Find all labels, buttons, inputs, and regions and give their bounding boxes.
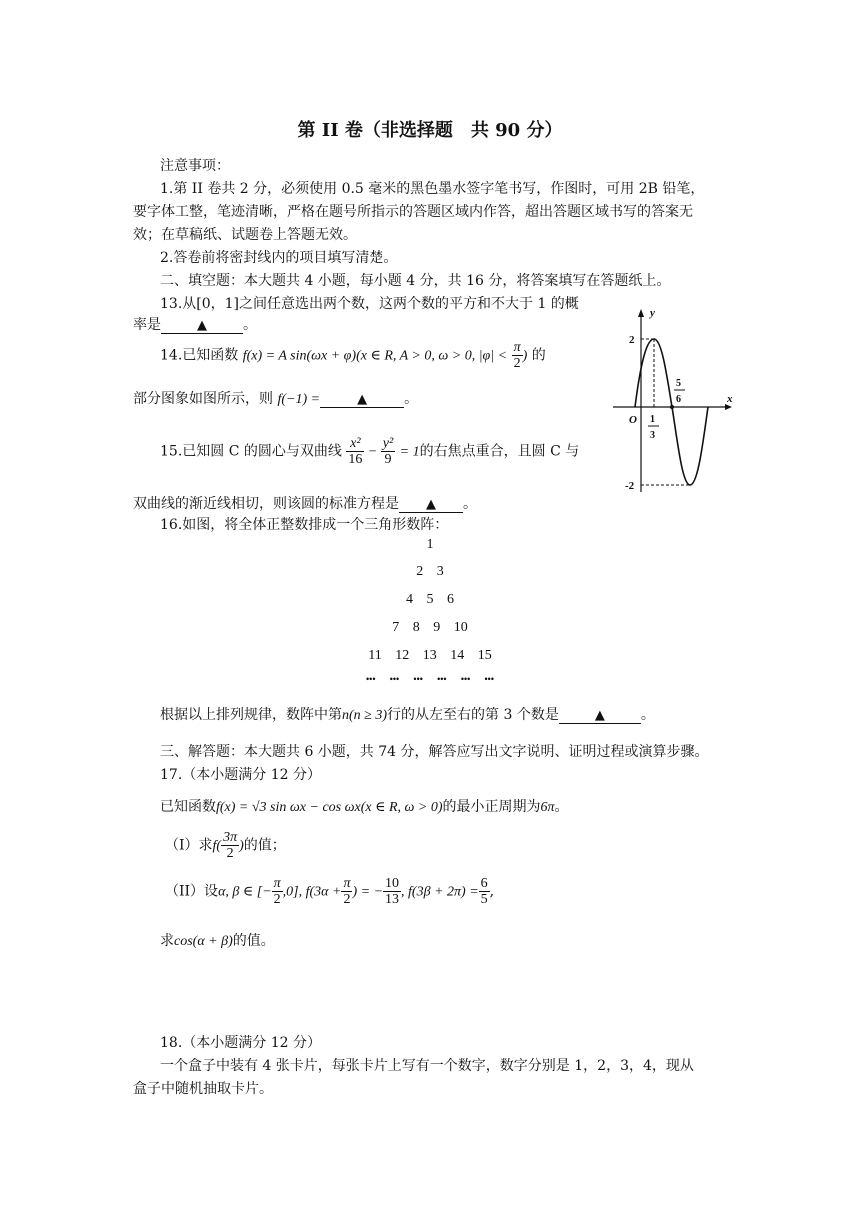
notes-item1-line1: 1.第 II 卷共 2 分，必须使用 0.5 毫米的黑色墨水签字笔书写，作图时，可用 2B 铅笔， — [160, 181, 705, 197]
q17-stem: 已知函数f(x) = √3 sin ωx − cos ωx(x ∈ R, ω > 0)的最小正周期为6π。 — [160, 799, 569, 815]
x-axis-label: x — [727, 393, 733, 405]
q17-part3: 求cos(α + β)的值。 — [160, 933, 275, 949]
q18-line1: 一个盒子中装有 4 张卡片，每张卡片上写有一个数字，数字分别是 1，2，3，4，现从 — [160, 1058, 694, 1074]
notes-item2: 2.答卷前将密封线内的项目填写清楚。 — [160, 250, 398, 266]
y-max-label: 2 — [629, 334, 635, 346]
page-title: 第 II 卷（非选择题 共 90 分） — [297, 120, 563, 141]
q16-answer-blank[interactable]: ▲ — [559, 708, 641, 724]
triangle-row-2: 2 3 — [416, 564, 444, 579]
q14-line2: 部分图象如图所示，则 f(−1) = ▲ 。 — [133, 391, 419, 407]
q18-line2: 盒子中随机抽取卡片。 — [133, 1081, 273, 1097]
q17-part1: （I）求f( $\frac{3\pi}{2}$ )的值； — [165, 830, 286, 861]
q15-answer-blank[interactable]: ▲ — [399, 497, 463, 513]
q15-y2-over-9: $\frac{\text{y²}}{9}$ — [382, 436, 394, 467]
q15-x2-over-16: $\frac{\text{x²}}{16}$ — [348, 436, 363, 467]
x2-num-label: 5 — [676, 378, 681, 389]
q14-line1: 14.已知函数 f(x) = A sin(ωx + φ)(x ∈ R, A > 0, ω > 0, |φ| < $\frac{\pi}{2}$ ) 的 — [160, 340, 546, 371]
q17-part2: （II）设α, β ∈ [− $\frac{\pi}{2}$ ,0], f(3α + $\frac{\pi}{2}$ ) = − $\frac{10}{13}$ , f(3β + 2π) = $\frac{6}{5}$ , — [165, 876, 495, 907]
sine-curve — [635, 339, 708, 485]
q14-pi-over-2: $\frac{\pi}{2}$ — [513, 340, 521, 371]
q13-prefix: 率是 — [133, 317, 161, 333]
triangle-row-ellipsis: ••• ••• ••• ••• ••• ••• — [366, 674, 494, 684]
q18-title: 18.（本小题满分 12 分） — [160, 1035, 321, 1051]
q15-line1: 15.已知圆 C 的圆心与双曲线 $\frac{\text{x²}}{16}$ − $\frac{\text{y²}}{9}$ = 1的右焦点重合，且圆 C 与 — [160, 436, 580, 467]
sine-graph-figure — [605, 302, 745, 502]
q14-answer-blank[interactable]: ▲ — [320, 392, 404, 408]
y-axis-label: y — [650, 307, 655, 319]
q15-line2: 双曲线的渐近线相切，则该圆的标准方程是 ▲ 。 — [133, 496, 477, 512]
x2-den-label: 6 — [676, 394, 681, 405]
q16-line2: 根据以上排列规律，数阵中第n(n ≥ 3)行的从左至右的第 3 个数是 ▲ 。 — [160, 707, 655, 723]
q13-answer-blank[interactable]: ▲ — [161, 318, 243, 334]
q13-line1: 13.从[0，1]之间任意选出两个数，这两个数的平方和不大于 1 的概 — [160, 296, 579, 312]
triangle-row-4: 7 8 9 10 — [392, 620, 468, 635]
triangle-row-1: 1 — [426, 537, 434, 552]
x1-den-label: 3 — [650, 430, 655, 441]
q14-prefix: 14.已知函数 — [160, 347, 239, 364]
q17-title: 17.（本小题满分 12 分） — [160, 767, 321, 783]
origin-label: O — [629, 414, 637, 426]
notes-item1-line2: 要字体工整，笔迹清晰，严格在题号所指示的答题区域内作答，超出答题区域书写的答案无 — [133, 204, 693, 220]
q14-formula: f(x) = A sin(ωx + φ)(x ∈ R, A > 0, ω > 0, |φ| < — [242, 348, 508, 364]
notes-heading: 注意事项： — [160, 158, 230, 174]
q16-line1: 16.如图，将全体正整数排成一个三角形数阵： — [160, 517, 449, 533]
triangle-row-5: 11 12 13 14 15 — [368, 648, 492, 663]
notes-item1-line3: 效；在草稿纸、试题卷上答题无效。 — [133, 227, 357, 243]
triangle-row-3: 4 5 6 — [406, 592, 454, 607]
q13-suffix: 。 — [243, 317, 257, 333]
x1-num-label: 1 — [650, 414, 655, 425]
y-axis-arrow — [638, 309, 644, 317]
section2-heading: 二、填空题：本大题共 4 小题，每小题 4 分，共 16 分，将答案填写在答题纸上。 — [160, 273, 671, 289]
q13-line2 — [133, 314, 257, 334]
q14-suffix: 的 — [531, 347, 546, 364]
y-min-label: -2 — [625, 480, 635, 492]
zero-point — [670, 405, 674, 409]
section3-heading: 三、解答题：本大题共 6 小题，共 74 分，解答应写出文字说明、证明过程或演算步骤。 — [160, 744, 709, 760]
